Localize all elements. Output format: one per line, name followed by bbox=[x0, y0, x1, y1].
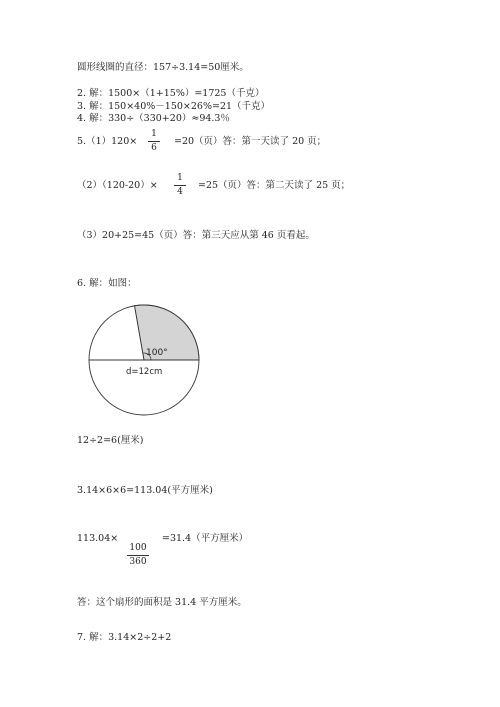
fraction-denominator: 4 bbox=[177, 187, 183, 197]
solution-line-5-left: 5.（1）120× bbox=[77, 136, 138, 147]
solution-line-1: 圆形线圈的直径：157÷3.14=50厘米。 bbox=[77, 62, 249, 73]
solution-line-10: 3.14×6×6=113.04(平方厘米) bbox=[77, 485, 213, 496]
sector-circle-figure bbox=[82, 300, 206, 424]
solution-line-5-right: =20（页）答：第一天读了 20 页； bbox=[174, 136, 327, 147]
fraction-numerator: 1 bbox=[151, 129, 157, 139]
solution-line-13: 7. 解：3.14×2÷2+2 bbox=[77, 632, 172, 643]
solution-line-4: 4. 解：330÷（330+20）≈94.3％ bbox=[77, 113, 230, 124]
fraction-one-quarter bbox=[174, 173, 186, 198]
solution-line-11-right: =31.4（平方厘米） bbox=[162, 533, 249, 544]
angle-label: 100° bbox=[146, 348, 168, 358]
solution-line-9: 12÷2=6(厘米) bbox=[77, 435, 144, 446]
solution-line-7: （3）20+25=45（页）答：第三天应从第 46 页看起。 bbox=[77, 230, 315, 241]
solution-line-11-left: 113.04× bbox=[77, 533, 119, 544]
solution-line-8: 6. 解：如图： bbox=[77, 278, 137, 289]
solution-line-12: 答：这个扇形的面积是 31.4 平方厘米。 bbox=[77, 597, 247, 608]
fraction-100-over-360 bbox=[127, 543, 149, 568]
solution-line-3: 3. 解：150×40%－150×26%=21（千克） bbox=[77, 101, 271, 112]
solution-line-2: 2. 解：1500×（1+15%）=1725（千克） bbox=[77, 88, 265, 99]
solution-line-6-left: （2）（120-20）× bbox=[77, 180, 158, 191]
fraction-numerator: 100 bbox=[129, 543, 147, 553]
fraction-denominator: 360 bbox=[129, 557, 147, 567]
fraction-denominator: 6 bbox=[151, 143, 157, 153]
solution-line-6-right: =25（页）答：第二天读了 25 页； bbox=[198, 180, 351, 191]
fraction-numerator: 1 bbox=[177, 173, 183, 183]
diameter-label: d=12cm bbox=[126, 367, 163, 377]
fraction-one-sixth bbox=[148, 129, 160, 154]
